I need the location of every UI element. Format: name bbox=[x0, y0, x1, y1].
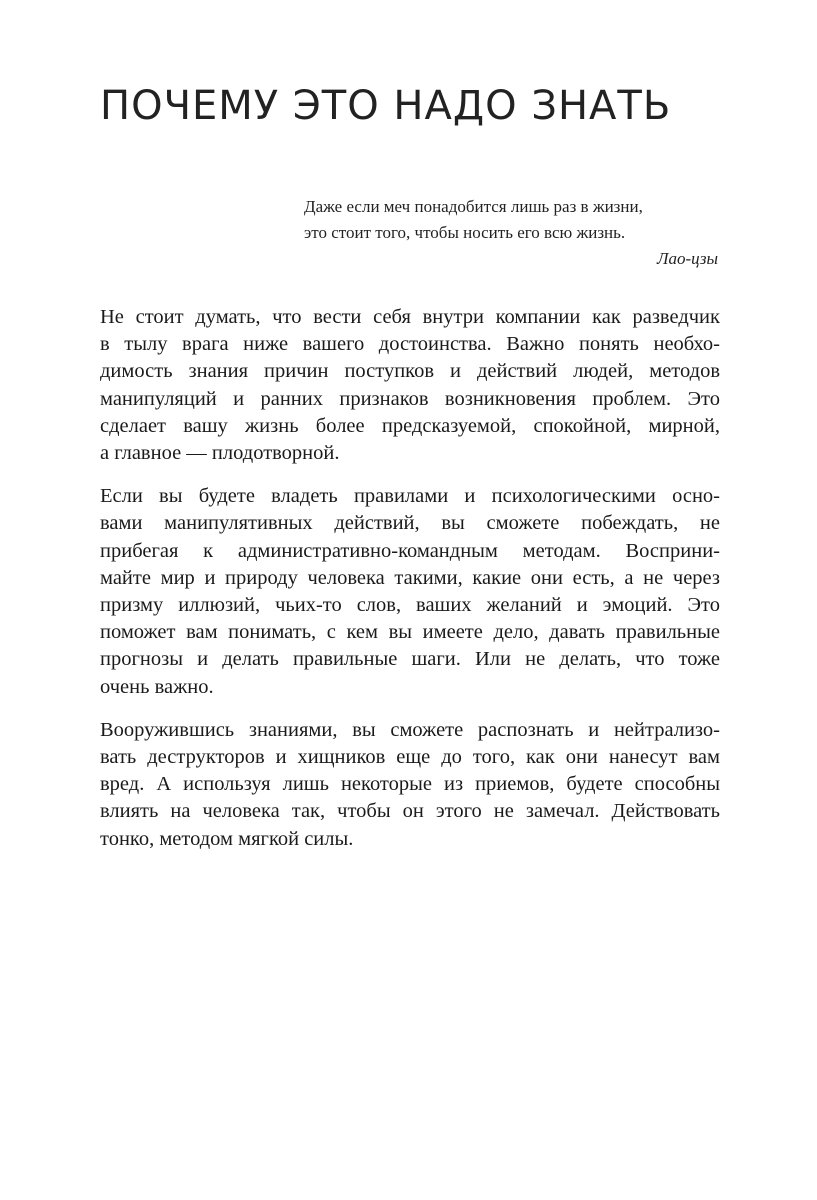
text-line: майте мир и природу человека такими, какие они есть, а не через bbox=[100, 566, 720, 589]
text-line: манипуляций и ранних признаков возникновения проблем. Это bbox=[100, 387, 720, 410]
text-line: димость знания причин поступков и действий людей, методов bbox=[100, 360, 720, 383]
text-line: в тылу врага ниже вашего достоинства. Важно понять необхо- bbox=[100, 333, 720, 356]
epigraph bbox=[304, 194, 718, 272]
body-text bbox=[100, 304, 720, 869]
text-line: вами манипулятивных действий, вы сможете побеждать, не bbox=[100, 512, 720, 535]
epigraph-author: Лао-цзы bbox=[656, 249, 718, 268]
text-line: сделает вашу жизнь более предсказуемой, спокойной, мирной, bbox=[100, 414, 720, 437]
text-line: вред. А используя лишь некоторые из приемов, будете способны bbox=[100, 773, 720, 796]
text-line: вать деструкторов и хищников еще до того, как они нанесут вам bbox=[100, 746, 720, 769]
paragraph-1 bbox=[100, 304, 720, 467]
text-line: Если вы будете владеть правилами и психологическими осно- bbox=[100, 485, 720, 508]
text-line: очень важно. bbox=[100, 675, 214, 698]
text-line: тонко, методом мягкой силы. bbox=[100, 827, 354, 850]
paragraph-3 bbox=[100, 717, 720, 853]
text-line: призму иллюзий, чьих-то слов, ваших желаний и эмоций. Это bbox=[100, 594, 720, 617]
text-line: Вооружившись знаниями, вы сможете распознать и нейтрализо- bbox=[100, 718, 720, 741]
text-line: влиять на человека так, чтобы он этого не замечал. Действовать bbox=[100, 800, 720, 823]
epigraph-line: это стоит того, чтобы носить его всю жизнь. bbox=[304, 223, 626, 242]
text-line: Не стоит думать, что вести себя внутри компании как разведчик bbox=[100, 306, 720, 328]
epigraph-line: Даже если меч понадобится лишь раз в жизни, bbox=[304, 197, 643, 216]
paragraph-2 bbox=[100, 483, 720, 701]
text-line: а главное — плодотворной. bbox=[100, 442, 340, 465]
chapter-title: ПОЧЕМУ ЭТО НАДО ЗНАТЬ bbox=[100, 83, 672, 129]
text-line: прогнозы и делать правильные шаги. Или не делать, что тоже bbox=[100, 648, 720, 671]
text-line: прибегая к административно-командным методам. Восприни- bbox=[100, 539, 720, 562]
text-line: поможет вам понимать, с кем вы имеете дело, давать правильные bbox=[100, 621, 720, 644]
